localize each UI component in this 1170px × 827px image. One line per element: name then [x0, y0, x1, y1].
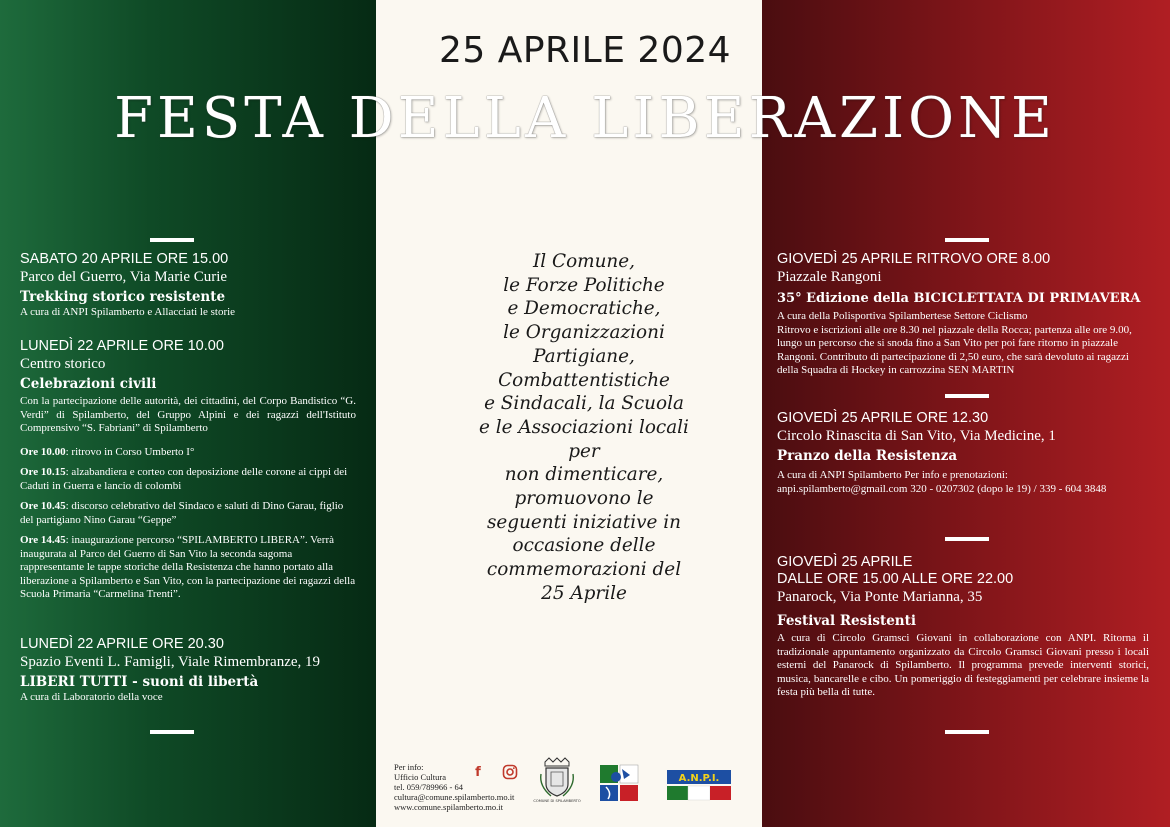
- contact-line: Ufficio Cultura: [394, 772, 447, 782]
- event-when: GIOVEDÌ 25 APRILE ORE 12.30: [777, 410, 989, 426]
- event-where: Centro storico: [20, 356, 106, 372]
- event-where: Spazio Eventi L. Famigli, Viale Rimembranze, 19: [20, 654, 321, 670]
- event-when: LUNEDÌ 22 APRILE ORE 20.30: [20, 636, 224, 652]
- event-name: Trekking storico resistente: [20, 289, 226, 305]
- divider-dash: [150, 238, 194, 242]
- program-item: [20, 500, 356, 527]
- intro-line: e Sindacali, la Scuola: [484, 393, 684, 415]
- intro-line: Combattentistiche: [498, 369, 670, 391]
- divider-dash: [945, 394, 989, 398]
- event-where: Circolo Rinascita di San Vito, Via Medicine, 1: [777, 428, 1056, 444]
- program-time: Ore 10.00: [20, 445, 66, 458]
- instagram-icon[interactable]: [500, 762, 520, 782]
- intro-line: 25 Aprile: [541, 582, 627, 604]
- event-contact: anpi.spilamberto@gmail.com 320 - 0207302 (dopo le 19) / 339 - 604 3848: [777, 482, 1107, 495]
- facebook-icon[interactable]: f: [475, 764, 481, 780]
- divider-dash: [945, 537, 989, 541]
- program-text: : discorso celebrativo del Sindaco e saluti di Dino Garau, figlio del partigiano Nino Garau “Geppe”: [20, 500, 344, 526]
- event-liberi-tutti: [20, 636, 360, 705]
- program-time: Ore 14.45: [20, 534, 66, 546]
- contact-line: www.comune.spilamberto.mo.it: [394, 802, 503, 812]
- intro-line: le Forze Politiche: [503, 274, 665, 296]
- event-desc: A cura di ANPI Spilamberto Per info e prenotazioni:: [777, 469, 1008, 481]
- event-name: Festival Resistenti: [777, 613, 916, 629]
- event-desc: Con la partecipazione delle autorità, dei cittadini, del Corpo Bandistico “G. Verdi” di Spilamberto, del Gruppo Alpini e dei ragazzi dell'Istituto Comprensivo “S. Fabriani” di Spilamberto: [20, 395, 356, 434]
- event-desc: A cura di Laboratorio della voce: [20, 691, 163, 703]
- divider-dash: [150, 730, 194, 734]
- instagram-glyph: [502, 764, 518, 780]
- intro-line: per: [568, 440, 600, 462]
- intro-line: Partigiane,: [533, 345, 635, 367]
- event-when: SABATO 20 APRILE ORE 15.00: [20, 251, 229, 267]
- event-date: 25 APRILE 2024: [438, 30, 732, 71]
- event-name: Celebrazioni civili: [20, 376, 157, 392]
- divider-dash: [945, 730, 989, 734]
- event-trekking: [20, 251, 360, 320]
- program-text: : ritrovo in Corso Umberto I°: [65, 445, 195, 458]
- event-name: LIBERI TUTTI - suoni di libertà: [20, 674, 259, 690]
- event-biciclettata: [777, 251, 1149, 378]
- intro-line: occasione delle: [512, 535, 656, 557]
- intro-line: commemorazioni del: [486, 559, 682, 581]
- comune-spilamberto-logo: [533, 756, 581, 804]
- intro-line: e Democratiche,: [507, 298, 661, 320]
- intro-line: seguenti iniziative in: [486, 511, 682, 533]
- divider-dash: [945, 238, 989, 242]
- event-where: Piazzale Rangoni: [777, 269, 882, 285]
- event-name: Pranzo della Resistenza: [777, 448, 958, 464]
- program-item: [20, 446, 356, 460]
- event-festival: [777, 554, 1149, 700]
- contact-line: cultura@comune.spilamberto.mo.it: [394, 792, 515, 802]
- event-desc: A cura di ANPI Spilamberto e Allacciati le storie: [20, 306, 236, 318]
- intro-text: [470, 250, 698, 606]
- event-celebrazioni: [20, 338, 356, 602]
- event-where: Panarock, Via Ponte Marianna, 35: [777, 589, 983, 605]
- event-where: Parco del Guerro, Via Marie Curie: [20, 269, 228, 285]
- intro-line: le Organizzazioni: [503, 322, 665, 344]
- comune-logo-text: COMUNE DI SPILAMBERTO: [533, 799, 581, 803]
- event-when: GIOVEDÌ 25 APRILE RITROVO ORE 8.00: [777, 251, 1051, 267]
- page-title: FESTA DELLA LIBERAZIONE: [114, 86, 1056, 151]
- intro-line: Il Comune,: [533, 251, 635, 272]
- contact-line: Per info:: [394, 762, 424, 772]
- program-text: : inaugurazione percorso “SPILAMBERTO LIBERA”. Verrà inaugurata al Parco del Guerro di San Vito la seconda sagoma rappresentante le tappe storiche della Resistenza che hanno portato alla liberazione a Spilamberto e San Vito, con la partecipazione dei ragazzi della Scuola Primaria “Carmelina Trenti”.: [20, 534, 356, 600]
- event-when: LUNEDÌ 22 APRILE ORE 10.00: [20, 338, 224, 354]
- contact-line: tel. 059/789966 - 64: [394, 782, 463, 792]
- event-when: GIOVEDÌ 25 APRILE: [777, 554, 913, 570]
- event-desc-detail: Ritrovo e iscrizioni alle ore 8.30 nel piazzale della Rocca; partenza alle ore 9.00, lungo un percorso che si snoda fino a San Vito per poi fare ritorno in piazzale Rangoni. Contributo di partecipazione di 2,50 euro, che sarà devoluto ai ragazzi della Squadra di Hockey in carrozzina SEN MARTIN: [777, 323, 1132, 376]
- anpi-spilamberto-logo: [598, 763, 642, 803]
- intro-line: e le Associazioni locali: [479, 416, 689, 438]
- intro-line: promuovono le: [514, 488, 654, 510]
- event-desc: A cura di Circolo Gramsci Giovani in collaborazione con ANPI. Ritorna il tradizionale appuntamento organizzato da Circolo Gramsci Giovani presso i locali esterni del Panarock di Spilamberto. Il programma prevede interventi storici, musica, bancarelle e cibo. Un pomeriggio di festeggiamenti per celebrare insieme la festa più bella di tutte.: [777, 632, 1149, 698]
- event-pranzo: [777, 410, 1149, 496]
- event-when-hours: DALLE ORE 15.00 ALLE ORE 22.00: [777, 571, 1014, 587]
- anpi-logo: [667, 770, 731, 800]
- program-item: [20, 534, 356, 602]
- program-time: Ore 10.15: [20, 466, 66, 478]
- event-desc: A cura della Polisportiva Spilambertese Settore Ciclismo: [777, 310, 1028, 322]
- event-name: 35° Edizione della BICICLETTATA DI PRIMAVERA: [777, 291, 1141, 306]
- anpi-logo-text: A.N.P.I.: [678, 773, 720, 784]
- intro-line: non dimenticare,: [504, 464, 664, 486]
- program-text: : alzabandiera e corteo con deposizione delle corone ai cippi dei Caduti in Guerra e lancio di colombi: [20, 466, 348, 492]
- program-item: [20, 466, 356, 493]
- program-time: Ore 10.45: [20, 500, 66, 512]
